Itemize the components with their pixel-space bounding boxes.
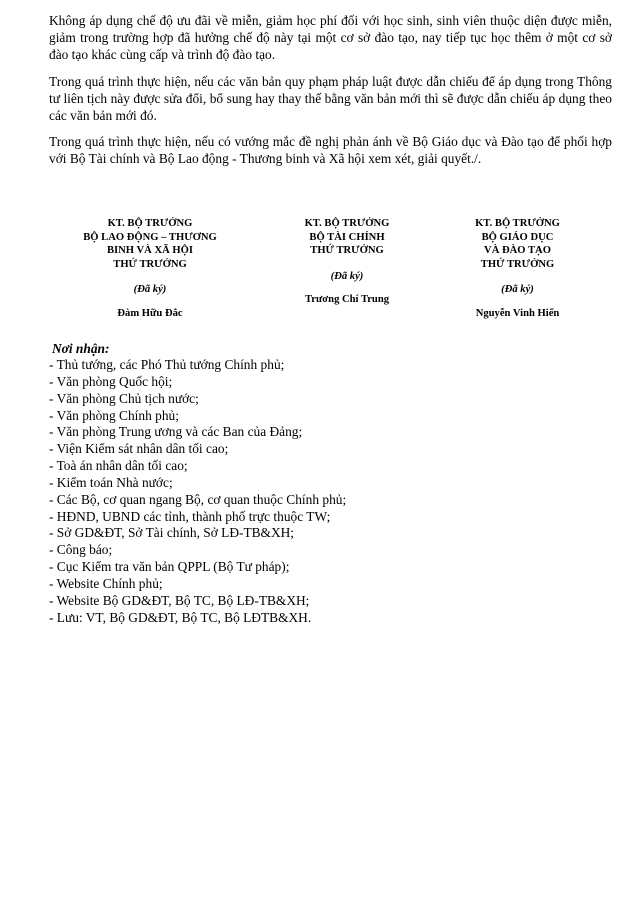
recipients-section: [49, 340, 609, 627]
signature-ministry-line2: BINH VÀ XÃ HỘI: [106, 245, 194, 257]
recipient-item: - Văn phòng Quốc hội;: [49, 373, 173, 389]
recipient-item: - Sở GD&ĐT, Sở Tài chính, Sở LĐ-TB&XH;: [49, 525, 295, 541]
signature-authority: KT. BỘ TRƯỞNG: [107, 218, 193, 229]
signature-signed-note: (Đã ký): [330, 270, 364, 282]
recipients-list: [49, 357, 609, 627]
recipient-item: - HĐND, UBND các tỉnh, thành phố trực thuộc TW;: [49, 508, 331, 524]
recipient-item: - Văn phòng Chính phủ;: [49, 407, 179, 423]
recipient-item: - Văn phòng Trung ương và các Ban của Đảng;: [49, 424, 303, 440]
recipient-item: - Viện Kiểm sát nhân dân tối cao;: [49, 441, 229, 457]
signature-authority: KT. BỘ TRƯỞNG: [475, 218, 560, 229]
paragraph-amended-documents: Trong quá trình thực hiện, nếu các văn bản quy phạm pháp luật được dẫn chiếu để áp dụng trong Thông tư liên tịch này được sửa đổi, bổ sung hay thay thế bằng văn bản mới thì sẽ được dẫn chiếu áp dụng theo các văn bản mới đó.: [49, 74, 612, 124]
recipient-item: - Kiểm toán Nhà nước;: [49, 474, 173, 490]
signature-name: Nguyễn Vinh Hiển: [475, 307, 560, 319]
recipient-item: - Lưu: VT, Bộ GD&ĐT, Bộ TC, Bộ LĐTB&XH.: [49, 609, 312, 625]
signature-ministry-line1: BỘ TÀI CHÍNH: [309, 231, 385, 243]
recipients-title: Nơi nhận:: [52, 341, 110, 356]
recipient-item: - Website Bộ GD&ĐT, Bộ TC, Bộ LĐ-TB&XH;: [49, 592, 310, 608]
recipient-item: - Thủ tướng, các Phó Thủ tướng Chính phủ;: [49, 357, 285, 372]
signature-position: THỨ TRƯỞNG: [113, 258, 187, 270]
signature-position: THỨ TRƯỞNG: [480, 258, 555, 270]
recipient-item: - Văn phòng Chủ tịch nước;: [49, 390, 199, 406]
recipient-item: - Website Chính phủ;: [49, 575, 163, 591]
signature-ministry-line2: VÀ ĐÀO TẠO: [484, 245, 551, 257]
signature-name: Đàm Hữu Đắc: [117, 307, 183, 319]
recipient-item: - Các Bộ, cơ quan ngang Bộ, cơ quan thuộc Chính phủ;: [49, 491, 347, 507]
recipient-item: - Công báo;: [49, 542, 113, 558]
signature-signed-note: (Đã ký): [133, 284, 167, 296]
signature-signed-note: (Đã ký): [501, 284, 534, 296]
signature-block-education-ministry: [440, 217, 595, 321]
signature-block-labour-ministry: [60, 217, 240, 321]
signature-position: THỨ TRƯỞNG: [310, 245, 384, 257]
recipient-item: - Cục Kiểm tra văn bản QPPL (Bộ Tư pháp);: [49, 559, 290, 575]
paragraph-exemption-rule: Không áp dụng chế độ ưu đãi về miễn, giảm học phí đối với học sinh, sinh viên thuộc diện được miễn, giảm trong trường hợp đã hưởng chế độ này tại một cơ sở đào tạo, nay tiếp tục học thêm ở một cơ sở đào tạo khác cùng cấp và trình độ đào tạo.: [49, 13, 612, 63]
signature-ministry-line1: BỘ LAO ĐỘNG – THƯƠNG: [83, 231, 217, 243]
signature-authority: KT. BỘ TRƯỞNG: [304, 218, 390, 229]
recipient-item: - Toà án nhân dân tối cao;: [49, 458, 188, 474]
signature-name: Trương Chí Trung: [304, 294, 390, 306]
paragraph-feedback: Trong quá trình thực hiện, nếu có vướng mắc đề nghị phản ánh về Bộ Giáo dục và Đào tạo để phối hợp với Bộ Tài chính và Bộ Lao động - Thương binh và Xã hội xem xét, giải quyết./.: [49, 134, 612, 167]
signature-ministry-line1: BỘ GIÁO DỤC: [481, 231, 554, 243]
signature-block-finance-ministry: [262, 217, 432, 307]
